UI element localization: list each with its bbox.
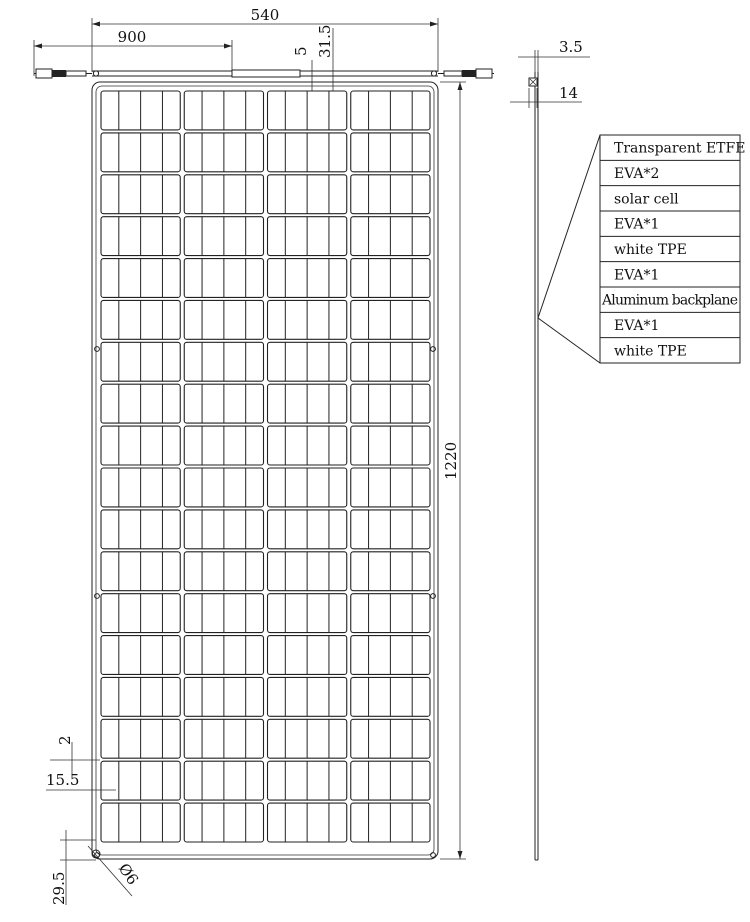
top-margin-label: 31.5 xyxy=(316,24,334,58)
top-margin-dimension xyxy=(292,25,334,100)
solar-cell-grid xyxy=(101,91,430,842)
height-label: 1220 xyxy=(442,441,460,480)
layer-label: EVA*1 xyxy=(614,267,660,284)
left-connector-icon xyxy=(34,69,92,78)
top-rail xyxy=(92,70,438,77)
height-dimension xyxy=(440,82,466,859)
bottom-margin-label: 29.5 xyxy=(50,871,68,905)
thickness-dimension xyxy=(518,38,590,72)
side-view xyxy=(529,72,538,860)
cable-dimension xyxy=(34,28,232,76)
top-offset-label: 5 xyxy=(292,46,310,56)
box-depth-label: 14 xyxy=(559,84,579,102)
layer-label: white TPE xyxy=(614,242,687,258)
layer-label: solar cell xyxy=(614,191,679,208)
layer-label: EVA*1 xyxy=(614,318,660,334)
thickness-label: 3.5 xyxy=(559,38,583,56)
bottom-margin-dimension xyxy=(50,830,96,905)
gap-label: 2 xyxy=(56,735,74,745)
layer-stack-table xyxy=(600,135,745,363)
layer-callout xyxy=(538,135,600,363)
side-margin-label: 15.5 xyxy=(46,771,80,789)
layer-label: white TPE xyxy=(614,343,687,360)
width-label: 540 xyxy=(250,6,280,24)
box-depth-dimension xyxy=(510,84,582,108)
layer-label: Aluminum backplane xyxy=(602,292,738,309)
layer-label: Transparent ETFE xyxy=(614,140,746,157)
cable-label: 900 xyxy=(117,28,147,46)
right-connector-icon xyxy=(438,69,494,78)
hole-dimension xyxy=(88,846,142,896)
hole-label: Ø6 xyxy=(114,859,142,889)
layer-label: EVA*2 xyxy=(614,166,660,182)
layer-label: EVA*1 xyxy=(614,216,660,233)
